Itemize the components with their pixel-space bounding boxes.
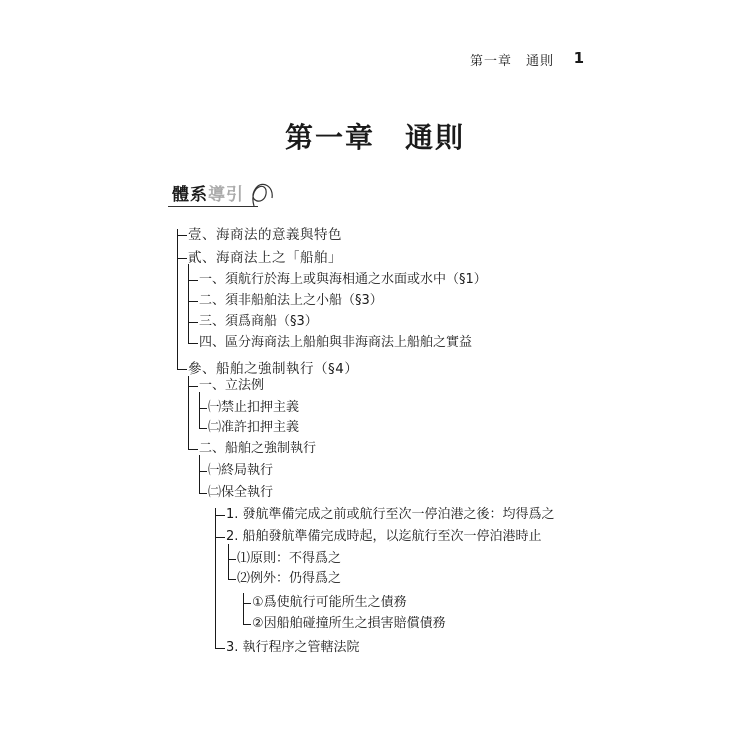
outline-item-2-1: 一、須航行於海上或與海相通之水面或水中（§1） [199,272,487,287]
tree-line [228,559,236,560]
outline-item-3-2-2-2: 2. 船舶發航準備完成時起，以迄航行至次一停泊港時止 [226,529,542,544]
tree-line [177,369,187,370]
outline-item-3-1-1: ㈠禁止扣押主義 [208,400,300,415]
outline-item-3-2-2-3: 3. 執行程序之管轄法院 [226,640,360,655]
tree-line [228,579,236,580]
page-number: 1 [573,49,584,67]
chapter-title: 第一章 通則 [284,121,465,154]
tree-line [243,624,251,625]
tree-line [188,264,189,344]
tree-line [199,471,207,472]
outline-item-2-2: 二、須非船舶法上之小船（§3） [199,293,383,308]
outline-item-3-2-2-1: 1. 發航準備完成之前或航行至次一停泊港之後：均得爲之 [226,507,555,522]
running-header-chapter: 第一章 通則 [469,54,554,69]
tree-line [215,648,225,649]
outline-item-3: 參、船舶之強制執行（§4） [188,361,359,377]
tree-line [215,515,225,516]
outline-item-3-2: 二、船舶之強制執行 [199,441,317,456]
tree-line [188,376,189,450]
tree-line [243,603,251,604]
running-header [0,50,750,70]
tree-line [188,280,198,281]
badge-underline [168,206,258,207]
badge-label-main: 體系 [172,185,208,205]
tree-line [228,544,229,580]
tree-line [188,322,198,323]
outline-item-3-2-2-2-2-1: ①爲使航行可能所生之債務 [252,595,407,610]
outline-item-2-3: 三、須爲商船（§3） [199,314,318,329]
outline-item-2-4: 四、區分海商法上船舶與非海商法上船舶之實益 [199,335,473,350]
outline-item-3-2-2-2-2: ⑵例外：仍得爲之 [237,571,342,586]
tree-line [215,537,225,538]
swirl-icon [168,176,278,210]
tree-line [177,235,187,236]
outline-item-3-2-2-2-1: ⑴原則：不得爲之 [237,551,342,566]
tree-line [188,449,198,450]
tree-line [199,408,207,409]
tree-line [188,301,198,302]
tree-line [177,229,178,370]
tree-line [188,386,198,387]
tree-line [199,493,207,494]
tree-line [243,593,244,625]
tree-line [188,343,198,344]
outline-item-2: 貳、海商法上之「船舶」 [188,250,342,266]
outline-item-3-1-2: ㈡准許扣押主義 [208,420,300,435]
outline-item-3-2-2-2-2-2: ②因船舶碰撞所生之損害賠償債務 [252,616,446,631]
tree-line [199,455,200,494]
outline-item-3-2-2: ㈡保全執行 [208,485,274,500]
tree-line [199,428,207,429]
tree-line [199,392,200,429]
badge-label-dim: 導引 [208,185,244,205]
tree-line [177,258,187,259]
outline-item-3-1: 一、立法例 [199,378,265,393]
outline-item-1: 壹、海商法的意義與特色 [188,227,342,243]
system-guide-badge [168,176,278,210]
tree-line [215,508,216,649]
outline-item-3-2-1: ㈠終局執行 [208,463,274,478]
